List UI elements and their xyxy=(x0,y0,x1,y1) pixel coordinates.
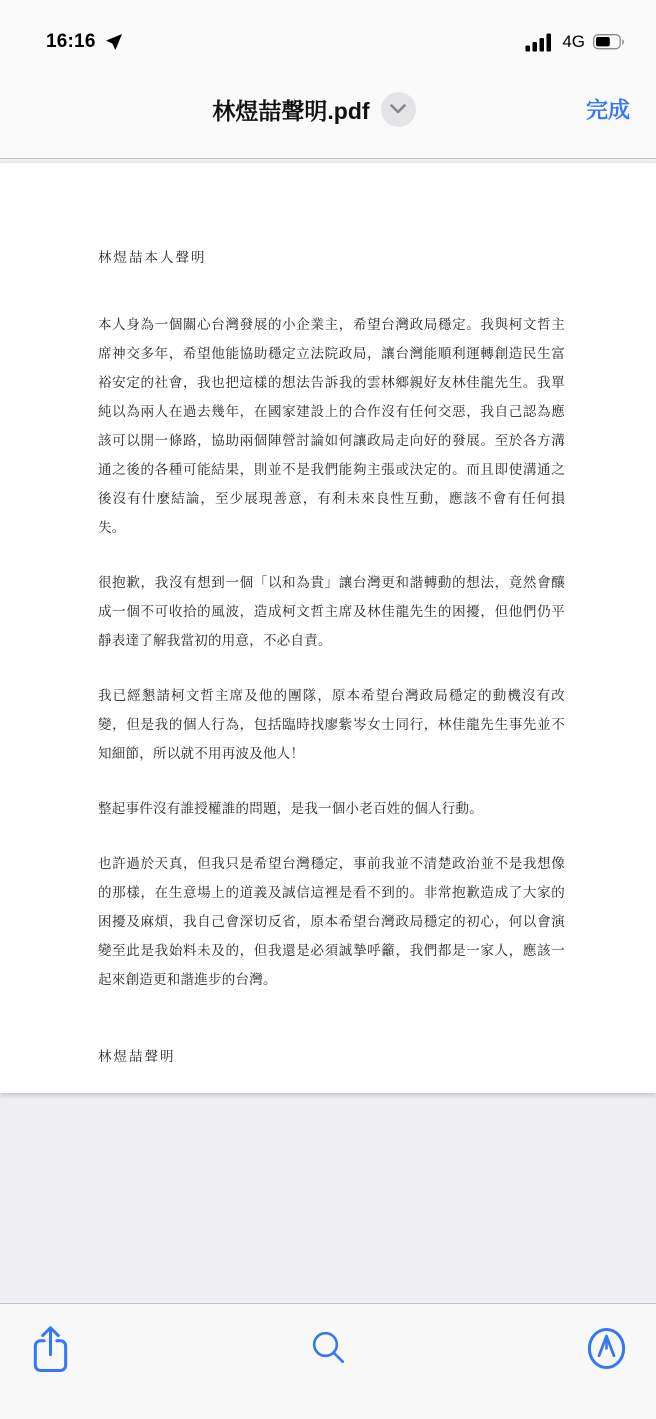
search-icon xyxy=(311,1330,345,1364)
cellular-signal-icon xyxy=(524,32,554,52)
pdf-page xyxy=(0,163,656,1093)
search-button[interactable] xyxy=(311,1330,345,1364)
status-left xyxy=(46,31,123,53)
share-icon xyxy=(31,1325,70,1373)
bottom-toolbar xyxy=(0,1303,656,1419)
location-arrow-icon xyxy=(105,33,123,51)
battery-icon xyxy=(593,34,626,50)
status-time: 16:16 xyxy=(46,31,96,52)
title-group xyxy=(212,92,415,127)
statement-paragraph-2: 很抱歉，我沒有想到一個「以和為貴」讓台灣更和諧轉動的想法，竟然會釀成一個不可收拾的風波，造成柯文哲主席及林佳龍先生的困擾，但他們仍平靜表達了解我當初的用意，不必自責。 xyxy=(98,575,565,648)
statement-paragraph-1: 本人身為一個關心台灣發展的小企業主，希望台灣政局穩定。我與柯文哲主席神交多年，希望他能協助穩定立法院政局，讓台灣能順利運轉創造民生富裕安定的社會，我也把這樣的想法告訴我的雲林鄉親好友林佳龍先生。我單純以為兩人在過去幾年，在國家建設上的合作沒有任何交惡，我自己認為應該可以開一條路，協助兩個陣營討論如何讓政局走向好的發展。至於各方溝通之後的各種可能結果，則並不是我們能夠主張或決定的。而且即使溝通之後沒有什麼結論，至少展現善意，有利未來良性互動，應該不會有任何損失。 xyxy=(98,317,565,535)
title-dropdown-button[interactable] xyxy=(381,92,416,127)
markup-button[interactable] xyxy=(586,1326,627,1371)
done-button[interactable]: 完成 xyxy=(586,94,630,125)
statement-paragraph-5: 也許過於天真，但我只是希望台灣穩定，事前我並不清楚政治並不是我想像的那樣，在生意場上的道義及誠信這裡是看不到的。非常抱歉造成了大家的困擾及麻煩，我自己會深切反省，原本希望台灣政局穩定的初心，何以會演變至此是我始料未及的，但我還是必須誠摯呼籲，我們都是一家人，應該一起來創造更和諧進步的台灣。 xyxy=(98,856,565,987)
statement-paragraph-4: 整起事件沒有誰授權誰的問題，是我一個小老百姓的個人行動。 xyxy=(98,801,483,816)
statement-paragraph-3: 我已經懇請柯文哲主席及他的團隊，原本希望台灣政局穩定的動機沒有改變，但是我的個人行為，包括臨時找廖紫岑女士同行，林佳龍先生事先並不知細節，所以就不用再波及他人！ xyxy=(98,688,565,761)
status-bar xyxy=(0,0,656,60)
header xyxy=(0,0,656,159)
pdf-scroll-area[interactable] xyxy=(0,160,656,1303)
status-right xyxy=(524,32,626,52)
document-title: 林煜喆聲明.pdf xyxy=(212,97,370,124)
markup-icon xyxy=(586,1326,627,1371)
share-button[interactable] xyxy=(31,1325,70,1373)
network-type-label: 4G xyxy=(562,32,585,51)
statement-signature: 林煜喆聲明 xyxy=(98,1049,176,1064)
nav-bar xyxy=(0,60,656,158)
statement-heading: 林煜喆本人聲明 xyxy=(98,250,207,265)
chevron-down-icon xyxy=(390,104,406,114)
